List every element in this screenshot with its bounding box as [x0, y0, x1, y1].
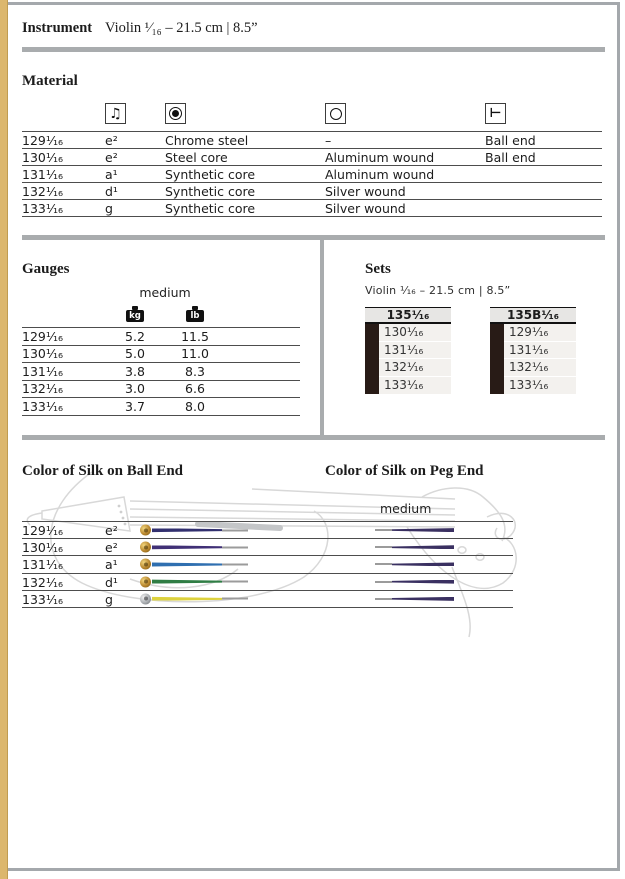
material-table — [22, 131, 602, 217]
table-row — [22, 148, 602, 165]
string-note: g — [105, 200, 113, 216]
instrument-value: Violin ¹⁄₁₆ – 21.5 cm | 8.5” — [105, 20, 258, 36]
ball-end-icon — [140, 525, 151, 536]
string-note: e² — [105, 540, 118, 556]
string-note: e² — [105, 149, 118, 165]
instrument-label: Instrument — [22, 20, 93, 36]
table-row — [22, 573, 513, 590]
peg-silk-swatch — [392, 545, 454, 549]
ball-silk-swatch — [152, 580, 222, 584]
string-note: e² — [105, 132, 118, 148]
set-name: 135¹⁄₁₆ — [365, 307, 451, 324]
core-icon — [165, 103, 186, 124]
string-end: Ball end — [485, 149, 536, 165]
ball-end-string-illustration — [140, 576, 248, 587]
string-note: d¹ — [105, 574, 118, 590]
section-divider — [22, 435, 605, 440]
string-code: 133¹⁄₁₆ — [22, 591, 63, 607]
kg-value: 3.8 — [125, 363, 145, 379]
string-core: Synthetic core — [165, 200, 256, 216]
string-code: 132¹⁄₁₆ — [22, 381, 63, 397]
string-line — [375, 546, 392, 548]
peg-end-string-illustration — [375, 597, 454, 601]
string-note: g — [105, 591, 113, 607]
table-row — [22, 380, 300, 398]
brand-color-strip — [0, 0, 8, 879]
lb-weight-icon: lb — [186, 310, 204, 322]
lb-value: 6.6 — [185, 381, 205, 397]
list-item: 132¹⁄₁₆ — [504, 359, 576, 377]
ball-end-icon — [140, 593, 151, 604]
string-winding: Silver wound — [325, 200, 406, 216]
table-row — [22, 182, 602, 199]
string-code: 133¹⁄₁₆ — [22, 200, 63, 216]
gauges-table — [22, 327, 300, 416]
ball-end-icon: ⊢ — [485, 103, 506, 124]
kg-value: 5.2 — [125, 328, 145, 344]
peg-end-title: Color of Silk on Peg End — [325, 463, 484, 479]
string-line — [222, 546, 248, 548]
list-item: 130¹⁄₁₆ — [379, 324, 451, 342]
kg-weight-icon: kg — [126, 310, 144, 322]
string-code: 132¹⁄₁₆ — [22, 574, 63, 590]
string-line — [375, 598, 392, 600]
string-line — [375, 581, 392, 583]
material-column-icons — [22, 102, 605, 125]
lb-value: 8.3 — [185, 363, 205, 379]
gauges-tension-label: medium — [139, 285, 191, 300]
peg-end-string-illustration — [375, 528, 454, 532]
gauges-panel — [22, 240, 320, 435]
ball-end-title: Color of Silk on Ball End — [22, 463, 184, 479]
string-code: 130¹⁄₁₆ — [22, 149, 63, 165]
peg-silk-swatch — [392, 562, 454, 566]
kg-value: 5.0 — [125, 346, 145, 362]
peg-silk-swatch — [392, 528, 454, 532]
string-winding: Silver wound — [325, 183, 406, 199]
string-line — [375, 529, 392, 531]
string-end: Ball end — [485, 132, 536, 148]
kg-value: 3.0 — [125, 381, 145, 397]
string-code: 130¹⁄₁₆ — [22, 540, 63, 556]
string-core: Chrome steel — [165, 132, 249, 148]
instrument-header — [22, 20, 605, 37]
table-row — [22, 199, 602, 216]
ball-end-string-illustration — [140, 559, 248, 570]
gauges-sets-section — [22, 240, 605, 435]
set-color-bar — [365, 324, 379, 394]
string-line — [222, 563, 248, 565]
set-cards — [365, 307, 605, 394]
string-note: a¹ — [105, 166, 118, 182]
string-note: a¹ — [105, 557, 118, 573]
ball-end-icon — [140, 576, 151, 587]
string-code: 129¹⁄₁₆ — [22, 328, 63, 344]
peg-end-string-illustration — [375, 545, 454, 549]
lb-value: 8.0 — [185, 398, 205, 414]
section-divider — [22, 47, 605, 52]
sets-panel — [324, 240, 605, 435]
silk-color-table — [22, 521, 513, 608]
table-row — [22, 345, 300, 363]
winding-icon — [325, 103, 346, 124]
table-row — [22, 165, 602, 182]
sets-subtitle: Violin ¹⁄₁₆ – 21.5 cm | 8.5” — [365, 284, 511, 297]
list-item: 133¹⁄₁₆ — [509, 377, 549, 392]
string-code: 129¹⁄₁₆ — [22, 523, 63, 538]
lb-value: 11.5 — [181, 328, 209, 344]
list-item: 129¹⁄₁₆ — [504, 324, 576, 342]
string-line — [222, 598, 248, 600]
ball-silk-swatch — [152, 562, 222, 566]
string-line — [222, 529, 248, 531]
table-row — [22, 555, 513, 572]
table-row — [22, 362, 300, 380]
peg-silk-swatch — [392, 580, 454, 584]
list-item: 131¹⁄₁₆ — [379, 342, 451, 360]
string-winding: – — [325, 132, 332, 148]
material-title: Material — [22, 73, 78, 89]
string-code: 131¹⁄₁₆ — [22, 166, 63, 182]
string-code: 131¹⁄₁₆ — [22, 363, 63, 379]
string-code: 131¹⁄₁₆ — [22, 557, 63, 573]
silk-color-section — [22, 463, 605, 608]
gauge-unit-icons — [22, 305, 320, 323]
set-string-list — [379, 324, 451, 394]
set-card — [490, 307, 576, 394]
string-code: 132¹⁄₁₆ — [22, 183, 63, 199]
silk-tension-label: medium — [380, 501, 432, 516]
gauges-title: Gauges — [22, 261, 70, 277]
string-code: 130¹⁄₁₆ — [22, 346, 63, 362]
ball-end-string-illustration — [140, 542, 248, 553]
ball-silk-swatch — [152, 528, 222, 532]
table-row — [22, 131, 602, 148]
set-color-bar — [490, 324, 504, 394]
table-row — [22, 327, 300, 345]
table-row — [22, 538, 513, 555]
list-item: 133¹⁄₁₆ — [384, 377, 424, 392]
string-winding: Aluminum wound — [325, 149, 435, 165]
table-row — [22, 590, 513, 607]
set-card — [365, 307, 451, 394]
string-line — [375, 563, 392, 565]
list-item: 132¹⁄₁₆ — [379, 359, 451, 377]
string-core: Synthetic core — [165, 166, 256, 182]
table-row — [22, 521, 513, 538]
peg-silk-swatch — [392, 597, 454, 601]
string-line — [222, 581, 248, 583]
ball-end-icon — [140, 542, 151, 553]
string-core: Synthetic core — [165, 183, 256, 199]
note-icon: ♫ — [105, 103, 126, 124]
string-note: e² — [105, 523, 118, 538]
set-string-list — [504, 324, 576, 394]
ball-end-string-illustration — [140, 525, 248, 536]
sets-title: Sets — [365, 261, 391, 277]
string-winding: Aluminum wound — [325, 166, 435, 182]
kg-value: 3.7 — [125, 398, 145, 414]
ball-end-icon — [140, 559, 151, 570]
list-item: 131¹⁄₁₆ — [504, 342, 576, 360]
sheet-frame — [8, 2, 620, 871]
string-core: Steel core — [165, 149, 228, 165]
ball-end-string-illustration — [140, 593, 248, 604]
peg-end-string-illustration — [375, 562, 454, 566]
string-note: d¹ — [105, 183, 118, 199]
ball-silk-swatch — [152, 597, 222, 601]
ball-silk-swatch — [152, 545, 222, 549]
peg-end-string-illustration — [375, 580, 454, 584]
silk-headings — [22, 463, 605, 480]
string-code: 129¹⁄₁₆ — [22, 132, 63, 148]
string-code: 133¹⁄₁₆ — [22, 398, 63, 414]
set-name: 135B¹⁄₁₆ — [490, 307, 576, 324]
table-row — [22, 397, 300, 415]
lb-value: 11.0 — [181, 346, 209, 362]
